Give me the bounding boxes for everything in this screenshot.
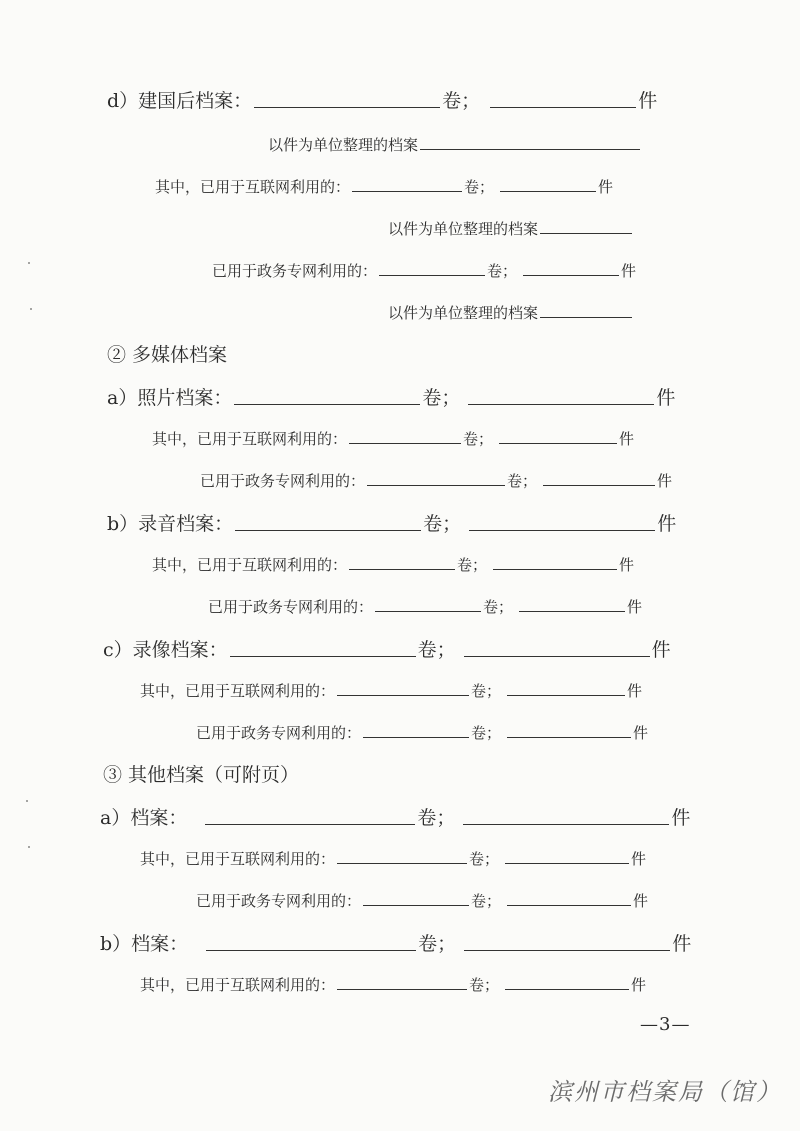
volume-blank[interactable] (235, 529, 421, 531)
unit-label: 卷； (422, 387, 461, 409)
unit-label: 件 (633, 892, 649, 910)
item-blank[interactable] (468, 403, 654, 405)
unit-label: 卷； (469, 850, 500, 868)
unit-label: 件 (657, 472, 673, 490)
item-blank[interactable] (523, 274, 619, 276)
unit-label: 卷； (487, 262, 518, 280)
section-heading (107, 346, 227, 365)
form-line (107, 389, 675, 408)
unit-label: 件 (621, 262, 637, 280)
unit-label: 卷； (469, 976, 500, 994)
unit-label: 卷； (471, 724, 502, 742)
item-blank[interactable] (507, 694, 625, 696)
unit-label: 件 (619, 430, 635, 448)
item-blank[interactable] (464, 949, 670, 951)
item-blank[interactable] (500, 190, 596, 192)
form-line (388, 222, 634, 237)
form-line (268, 138, 642, 153)
form-line (100, 809, 690, 828)
volume-blank[interactable] (375, 610, 481, 612)
unit-label: 件 (619, 556, 635, 574)
item-blank[interactable] (499, 442, 617, 444)
unit-label: 件 (638, 90, 658, 112)
unit-label: 卷； (442, 90, 481, 112)
form-line (140, 684, 642, 699)
item-blank[interactable] (493, 568, 617, 570)
line-label: 其中，已用于互联网利用的： (152, 556, 348, 574)
scan-speck (28, 846, 30, 848)
form-line (140, 852, 646, 867)
volume-blank[interactable] (367, 484, 505, 486)
scan-speck (26, 800, 28, 802)
line-label: c）录像档案： (103, 639, 228, 661)
form-line (388, 306, 634, 321)
item-blank[interactable] (507, 736, 631, 738)
volume-blank[interactable] (337, 862, 467, 864)
unit-label: 件 (598, 178, 614, 196)
section-title: ③ 其他档案（可附页） (103, 764, 300, 786)
section-title: ② 多媒体档案 (107, 344, 228, 366)
unit-label: 卷； (457, 556, 488, 574)
line-label: 其中，已用于互联网利用的： (152, 430, 348, 448)
volume-blank[interactable] (230, 655, 416, 657)
unit-label: 卷； (471, 682, 502, 700)
volume-blank[interactable] (206, 949, 416, 951)
form-line (208, 600, 642, 615)
form-line (140, 978, 646, 993)
volume-blank[interactable] (352, 190, 462, 192)
form-line (155, 180, 613, 195)
item-blank[interactable] (540, 232, 632, 234)
line-label: 以件为单位整理的档案 (388, 220, 539, 238)
unit-label: 卷； (464, 178, 495, 196)
line-label: 以件为单位整理的档案 (388, 304, 539, 322)
line-label: 已用于政务专网利用的： (208, 598, 374, 616)
item-blank[interactable] (505, 862, 629, 864)
form-line (107, 92, 657, 111)
form-line (212, 264, 636, 279)
unit-label: 卷； (507, 472, 538, 490)
volume-blank[interactable] (363, 736, 469, 738)
form-line (107, 515, 676, 534)
page-number: —3— (640, 1014, 691, 1035)
volume-blank[interactable] (349, 568, 455, 570)
unit-label: 件 (672, 933, 692, 955)
form-line (200, 474, 672, 489)
unit-label: 卷； (417, 807, 456, 829)
item-blank[interactable] (469, 529, 655, 531)
form-line (196, 726, 648, 741)
unit-label: 件 (671, 807, 691, 829)
volume-blank[interactable] (349, 442, 461, 444)
line-label: 已用于政务专网利用的： (196, 892, 362, 910)
item-blank[interactable] (420, 148, 640, 150)
unit-label: 卷； (423, 513, 462, 535)
unit-label: 卷； (483, 598, 514, 616)
form-line (100, 935, 691, 954)
volume-blank[interactable] (205, 823, 415, 825)
line-label: 其中，已用于互联网利用的： (140, 682, 336, 700)
volume-blank[interactable] (337, 988, 467, 990)
scan-speck (30, 308, 32, 310)
unit-label: 件 (657, 513, 677, 535)
unit-label: 件 (631, 850, 647, 868)
item-blank[interactable] (540, 316, 632, 318)
volume-blank[interactable] (254, 106, 440, 108)
unit-label: 件 (631, 976, 647, 994)
unit-label: 件 (633, 724, 649, 742)
unit-label: 卷； (417, 639, 456, 661)
section-heading (103, 766, 299, 785)
unit-label: 件 (656, 387, 676, 409)
item-blank[interactable] (505, 988, 629, 990)
item-blank[interactable] (543, 484, 655, 486)
line-label: a）档案： (100, 807, 188, 829)
item-blank[interactable] (490, 106, 636, 108)
unit-label: 件 (627, 682, 643, 700)
volume-blank[interactable] (337, 694, 469, 696)
line-label: b）录音档案： (107, 513, 234, 535)
item-blank[interactable] (463, 823, 669, 825)
form-line (152, 558, 634, 573)
volume-blank[interactable] (234, 403, 420, 405)
watermark: 滨州市档案局（馆） (548, 1078, 782, 1106)
line-label: d）建国后档案： (107, 90, 253, 112)
item-blank[interactable] (507, 904, 631, 906)
line-label: 其中，已用于互联网利用的： (140, 850, 336, 868)
line-label: 已用于政务专网利用的： (212, 262, 378, 280)
unit-label: 卷； (463, 430, 494, 448)
form-line (196, 894, 648, 909)
unit-label: 件 (627, 598, 643, 616)
line-label: a）照片档案： (107, 387, 233, 409)
line-label: 其中，已用于互联网利用的： (140, 976, 336, 994)
volume-blank[interactable] (379, 274, 485, 276)
line-label: b）档案： (100, 933, 189, 955)
volume-blank[interactable] (363, 904, 469, 906)
unit-label: 卷； (418, 933, 457, 955)
line-label: 已用于政务专网利用的： (196, 724, 362, 742)
scan-speck (28, 262, 30, 264)
line-label: 已用于政务专网利用的： (200, 472, 366, 490)
unit-label: 件 (651, 639, 671, 661)
unit-label: 卷； (471, 892, 502, 910)
item-blank[interactable] (464, 655, 650, 657)
form-line (152, 432, 634, 447)
line-label: 以件为单位整理的档案 (268, 136, 419, 154)
item-blank[interactable] (519, 610, 625, 612)
line-label: 其中，已用于互联网利用的： (155, 178, 351, 196)
form-line (103, 641, 671, 660)
